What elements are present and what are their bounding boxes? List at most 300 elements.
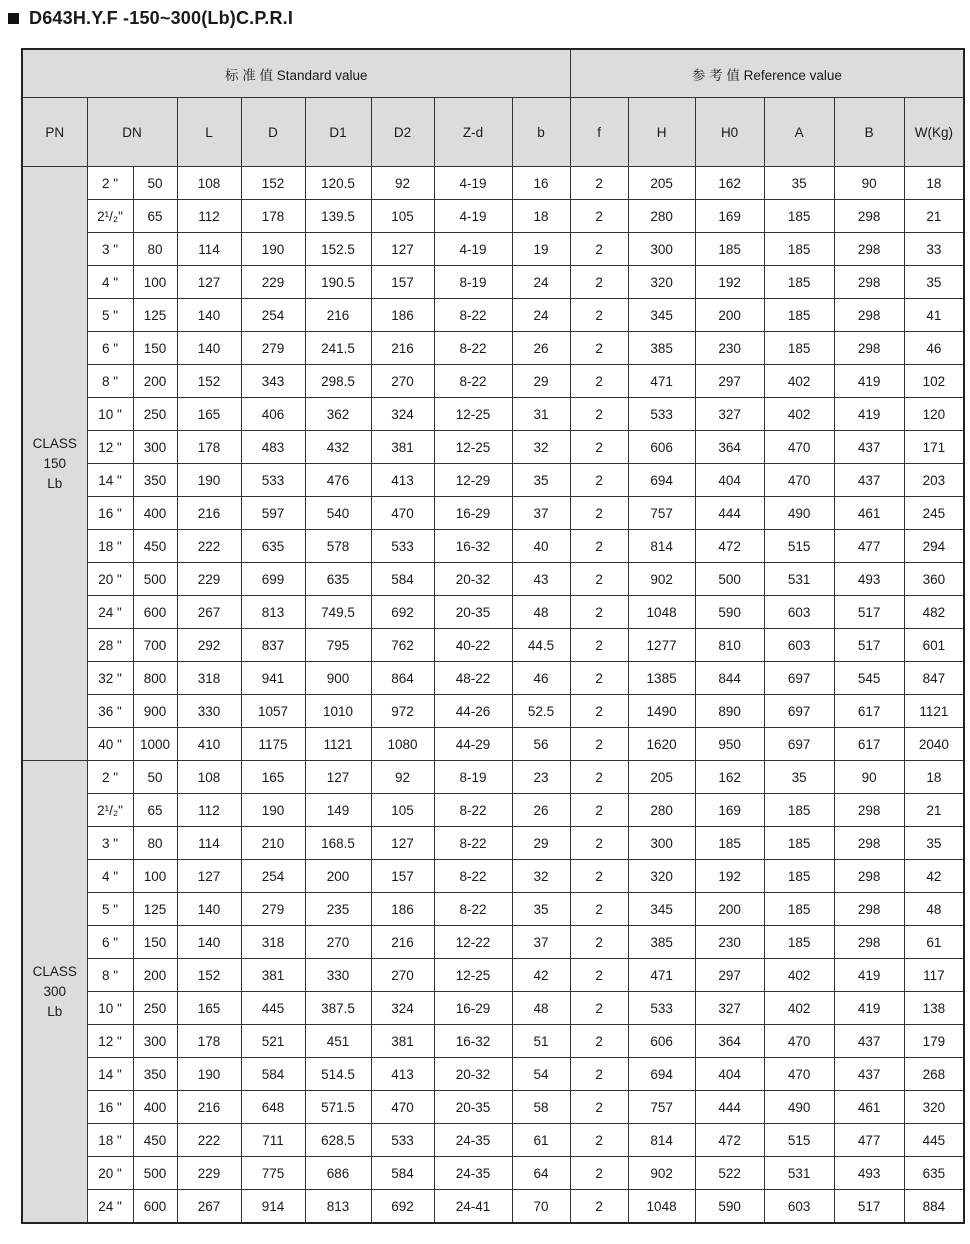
cell-a: 185 [764,299,834,332]
cell-weight: 117 [904,959,964,992]
cell-b: 44.5 [512,629,570,662]
cell-weight: 360 [904,563,964,596]
cell-f: 2 [570,596,628,629]
cell-b-ref: 477 [834,1124,904,1157]
cell-z-d: 4-19 [434,200,512,233]
table-row [22,398,964,431]
cell-h: 814 [628,530,695,563]
cell-dn-mm: 250 [133,398,177,431]
cell-weight: 33 [904,233,964,266]
cell-z-d: 4-19 [434,167,512,200]
cell-d2: 92 [371,167,434,200]
cell-f: 2 [570,926,628,959]
cell-h: 606 [628,431,695,464]
cell-h: 280 [628,200,695,233]
cell-dn-inch: 16 " [87,497,133,530]
cell-a: 490 [764,1091,834,1124]
cell-d1: 432 [305,431,371,464]
cell-d1: 216 [305,299,371,332]
table-row [22,233,964,266]
cell-d: 279 [241,893,305,926]
cell-dn-inch: 8 " [87,365,133,398]
cell-l: 267 [177,596,241,629]
cell-f: 2 [570,530,628,563]
cell-weight: 61 [904,926,964,959]
cell-d: 343 [241,365,305,398]
cell-b-ref: 298 [834,233,904,266]
cell-dn-mm: 1000 [133,728,177,761]
cell-b: 35 [512,464,570,497]
col-header-weight: W(Kg) [904,98,964,167]
cell-h: 533 [628,398,695,431]
cell-d1: 451 [305,1025,371,1058]
table-row [22,167,964,200]
cell-weight: 35 [904,266,964,299]
cell-a: 402 [764,365,834,398]
cell-d: 178 [241,200,305,233]
cell-a: 185 [764,794,834,827]
cell-dn-inch: 36 " [87,695,133,728]
cell-weight: 46 [904,332,964,365]
cell-d: 165 [241,761,305,794]
cell-d1: 578 [305,530,371,563]
cell-dn-inch: 10 " [87,992,133,1025]
cell-h0: 192 [695,860,764,893]
cell-d2: 470 [371,497,434,530]
cell-weight: 48 [904,893,964,926]
cell-b-ref: 517 [834,1190,904,1224]
cell-h0: 364 [695,431,764,464]
cell-h0: 404 [695,1058,764,1091]
cell-b-ref: 437 [834,1058,904,1091]
cell-weight: 635 [904,1157,964,1190]
cell-f: 2 [570,167,628,200]
cell-d1: 127 [305,761,371,794]
cell-l: 318 [177,662,241,695]
cell-dn-mm: 600 [133,596,177,629]
cell-dn-inch: 10 " [87,398,133,431]
cell-d2: 413 [371,1058,434,1091]
cell-d1: 330 [305,959,371,992]
square-bullet-icon [8,13,19,24]
cell-d1: 813 [305,1190,371,1224]
cell-b: 42 [512,959,570,992]
cell-weight: 102 [904,365,964,398]
cell-d: 775 [241,1157,305,1190]
cell-b: 58 [512,1091,570,1124]
cell-z-d: 8-22 [434,893,512,926]
cell-d2: 157 [371,860,434,893]
cell-dn-inch: 2¹/₂" [87,794,133,827]
cell-weight: 294 [904,530,964,563]
cell-h: 300 [628,233,695,266]
cell-z-d: 12-25 [434,398,512,431]
cell-dn-inch: 32 " [87,662,133,695]
cell-d1: 387.5 [305,992,371,1025]
cell-b: 54 [512,1058,570,1091]
cell-weight: 884 [904,1190,964,1224]
cell-dn-inch: 2¹/₂" [87,200,133,233]
cell-dn-mm: 350 [133,1058,177,1091]
cell-a: 490 [764,497,834,530]
table-row [22,1190,964,1224]
cell-a: 470 [764,431,834,464]
cell-weight: 179 [904,1025,964,1058]
cell-l: 140 [177,893,241,926]
cell-h: 300 [628,827,695,860]
cell-d2: 864 [371,662,434,695]
cell-d2: 127 [371,827,434,860]
cell-b-ref: 298 [834,266,904,299]
cell-h: 471 [628,959,695,992]
cell-dn-inch: 12 " [87,431,133,464]
cell-h: 902 [628,563,695,596]
cell-d: 521 [241,1025,305,1058]
cell-b: 64 [512,1157,570,1190]
cell-dn-inch: 24 " [87,596,133,629]
cell-d2: 1080 [371,728,434,761]
cell-d2: 157 [371,266,434,299]
cell-weight: 35 [904,827,964,860]
cell-h: 205 [628,761,695,794]
cell-d2: 270 [371,959,434,992]
cell-dn-mm: 250 [133,992,177,1025]
cell-h: 345 [628,299,695,332]
cell-a: 35 [764,761,834,794]
cell-d: 279 [241,332,305,365]
cell-dn-mm: 100 [133,860,177,893]
cell-f: 2 [570,1157,628,1190]
cell-z-d: 8-19 [434,266,512,299]
cell-d1: 900 [305,662,371,695]
cell-f: 2 [570,827,628,860]
cell-b-ref: 298 [834,827,904,860]
cell-h0: 297 [695,365,764,398]
cell-h: 1490 [628,695,695,728]
cell-b-ref: 298 [834,860,904,893]
cell-h0: 364 [695,1025,764,1058]
cell-weight: 42 [904,860,964,893]
cell-h: 757 [628,1091,695,1124]
cell-b: 19 [512,233,570,266]
cell-b-ref: 90 [834,167,904,200]
cell-l: 292 [177,629,241,662]
cell-z-d: 12-25 [434,431,512,464]
cell-f: 2 [570,794,628,827]
cell-f: 2 [570,332,628,365]
cell-dn-inch: 14 " [87,464,133,497]
pressure-class-label [22,761,87,1224]
column-header-row [22,98,964,167]
table-row [22,299,964,332]
table-row [22,266,964,299]
cell-d2: 692 [371,596,434,629]
cell-d1: 795 [305,629,371,662]
cell-a: 697 [764,662,834,695]
cell-a: 470 [764,1058,834,1091]
cell-d1: 476 [305,464,371,497]
cell-b: 48 [512,992,570,1025]
cell-d: 445 [241,992,305,1025]
cell-dn-mm: 400 [133,497,177,530]
cell-d1: 298.5 [305,365,371,398]
cell-h0: 472 [695,530,764,563]
cell-d2: 324 [371,992,434,1025]
cell-b: 70 [512,1190,570,1224]
cell-f: 2 [570,464,628,497]
cell-a: 515 [764,530,834,563]
cell-dn-mm: 500 [133,1157,177,1190]
table-row [22,860,964,893]
cell-b: 51 [512,1025,570,1058]
cell-dn-inch: 18 " [87,1124,133,1157]
cell-d2: 105 [371,200,434,233]
cell-z-d: 12-29 [434,464,512,497]
cell-dn-mm: 400 [133,1091,177,1124]
cell-dn-mm: 65 [133,200,177,233]
cell-f: 2 [570,1091,628,1124]
cell-a: 697 [764,728,834,761]
cell-weight: 847 [904,662,964,695]
cell-f: 2 [570,200,628,233]
cell-f: 2 [570,1058,628,1091]
cell-dn-mm: 900 [133,695,177,728]
cell-b-ref: 419 [834,365,904,398]
cell-h0: 185 [695,827,764,860]
cell-b-ref: 298 [834,893,904,926]
cell-b-ref: 437 [834,464,904,497]
cell-d1: 362 [305,398,371,431]
cell-dn-mm: 500 [133,563,177,596]
cell-a: 185 [764,332,834,365]
cell-z-d: 8-22 [434,794,512,827]
table-row [22,200,964,233]
col-header-h: H [628,98,695,167]
cell-weight: 21 [904,200,964,233]
cell-weight: 138 [904,992,964,1025]
cell-d: 1175 [241,728,305,761]
table-row [22,530,964,563]
cell-h: 1048 [628,596,695,629]
cell-dn-inch: 8 " [87,959,133,992]
cell-dn-inch: 5 " [87,299,133,332]
cell-h: 1620 [628,728,695,761]
table-row [22,365,964,398]
cell-weight: 2040 [904,728,964,761]
cell-d1: 241.5 [305,332,371,365]
cell-dn-inch: 18 " [87,530,133,563]
cell-d2: 324 [371,398,434,431]
cell-d2: 584 [371,563,434,596]
cell-h0: 230 [695,332,764,365]
cell-z-d: 20-35 [434,1091,512,1124]
cell-b: 46 [512,662,570,695]
cell-b-ref: 493 [834,1157,904,1190]
cell-l: 152 [177,365,241,398]
cell-h0: 162 [695,167,764,200]
cell-h0: 185 [695,233,764,266]
col-header-b-ref: B [834,98,904,167]
cell-d1: 149 [305,794,371,827]
cell-a: 697 [764,695,834,728]
cell-d: 381 [241,959,305,992]
cell-d: 648 [241,1091,305,1124]
cell-b: 16 [512,167,570,200]
cell-z-d: 48-22 [434,662,512,695]
cell-z-d: 44-29 [434,728,512,761]
cell-h0: 200 [695,299,764,332]
cell-b: 29 [512,365,570,398]
cell-f: 2 [570,662,628,695]
cell-d: 254 [241,860,305,893]
cell-h0: 472 [695,1124,764,1157]
table-row [22,728,964,761]
cell-a: 470 [764,1025,834,1058]
cell-l: 127 [177,266,241,299]
group-header-row [22,49,964,98]
cell-dn-mm: 600 [133,1190,177,1224]
cell-a: 402 [764,959,834,992]
cell-dn-mm: 80 [133,233,177,266]
cell-h0: 327 [695,398,764,431]
col-header-d: D [241,98,305,167]
cell-weight: 18 [904,761,964,794]
cell-dn-mm: 700 [133,629,177,662]
cell-h: 757 [628,497,695,530]
cell-a: 185 [764,200,834,233]
cell-l: 165 [177,992,241,1025]
table-row [22,959,964,992]
cell-l: 216 [177,1091,241,1124]
cell-d: 635 [241,530,305,563]
table-row [22,695,964,728]
cell-d: 483 [241,431,305,464]
table-row [22,992,964,1025]
cell-d: 254 [241,299,305,332]
pressure-class-label [22,167,87,761]
cell-z-d: 24-41 [434,1190,512,1224]
table-row [22,662,964,695]
cell-f: 2 [570,959,628,992]
document-title [8,4,293,32]
pressure-class-line: CLASS [32,963,77,979]
cell-l: 229 [177,563,241,596]
cell-h: 694 [628,464,695,497]
cell-dn-inch: 28 " [87,629,133,662]
cell-f: 2 [570,728,628,761]
col-header-h0: H0 [695,98,764,167]
cell-d2: 216 [371,926,434,959]
cell-z-d: 8-22 [434,365,512,398]
cell-d: 597 [241,497,305,530]
cell-dn-mm: 50 [133,761,177,794]
cell-dn-inch: 20 " [87,563,133,596]
cell-l: 152 [177,959,241,992]
cell-b-ref: 437 [834,431,904,464]
cell-d: 711 [241,1124,305,1157]
cell-d1: 1010 [305,695,371,728]
cell-d: 1057 [241,695,305,728]
cell-b-ref: 419 [834,398,904,431]
cell-dn-inch: 6 " [87,332,133,365]
cell-dn-mm: 200 [133,365,177,398]
cell-f: 2 [570,695,628,728]
cell-l: 140 [177,332,241,365]
cell-h0: 890 [695,695,764,728]
cell-d: 813 [241,596,305,629]
table-row [22,596,964,629]
cell-d1: 540 [305,497,371,530]
cell-b: 32 [512,860,570,893]
table-row [22,332,964,365]
cell-b: 18 [512,200,570,233]
cell-a: 185 [764,827,834,860]
table-body [22,167,964,1224]
cell-d: 229 [241,266,305,299]
cell-dn-mm: 150 [133,926,177,959]
cell-l: 267 [177,1190,241,1224]
cell-b-ref: 298 [834,299,904,332]
cell-weight: 268 [904,1058,964,1091]
cell-d: 837 [241,629,305,662]
cell-h0: 590 [695,1190,764,1224]
cell-a: 531 [764,563,834,596]
cell-b: 35 [512,893,570,926]
cell-f: 2 [570,893,628,926]
cell-f: 2 [570,860,628,893]
cell-z-d: 44-26 [434,695,512,728]
cell-dn-inch: 12 " [87,1025,133,1058]
cell-b-ref: 437 [834,1025,904,1058]
cell-d1: 120.5 [305,167,371,200]
pressure-class-line: 150 [43,455,67,471]
cell-d: 210 [241,827,305,860]
cell-h: 345 [628,893,695,926]
table-row [22,893,964,926]
standard-value-header: 标 准 值 Standard value [22,49,570,98]
cell-b-ref: 477 [834,530,904,563]
cell-a: 402 [764,992,834,1025]
cell-b: 37 [512,497,570,530]
cell-d2: 381 [371,431,434,464]
cell-dn-mm: 80 [133,827,177,860]
cell-l: 178 [177,431,241,464]
cell-a: 185 [764,860,834,893]
cell-l: 108 [177,761,241,794]
cell-dn-inch: 3 " [87,233,133,266]
table-row [22,629,964,662]
cell-d2: 216 [371,332,434,365]
cell-d: 914 [241,1190,305,1224]
cell-h0: 590 [695,596,764,629]
cell-dn-mm: 350 [133,464,177,497]
cell-l: 190 [177,1058,241,1091]
table-row [22,1058,964,1091]
cell-l: 229 [177,1157,241,1190]
cell-z-d: 4-19 [434,233,512,266]
cell-weight: 18 [904,167,964,200]
cell-h0: 169 [695,794,764,827]
cell-a: 185 [764,266,834,299]
cell-z-d: 24-35 [434,1157,512,1190]
col-header-d1: D1 [305,98,371,167]
cell-d2: 972 [371,695,434,728]
cell-z-d: 20-32 [434,563,512,596]
cell-d1: 200 [305,860,371,893]
cell-l: 190 [177,464,241,497]
cell-weight: 320 [904,1091,964,1124]
cell-b: 48 [512,596,570,629]
